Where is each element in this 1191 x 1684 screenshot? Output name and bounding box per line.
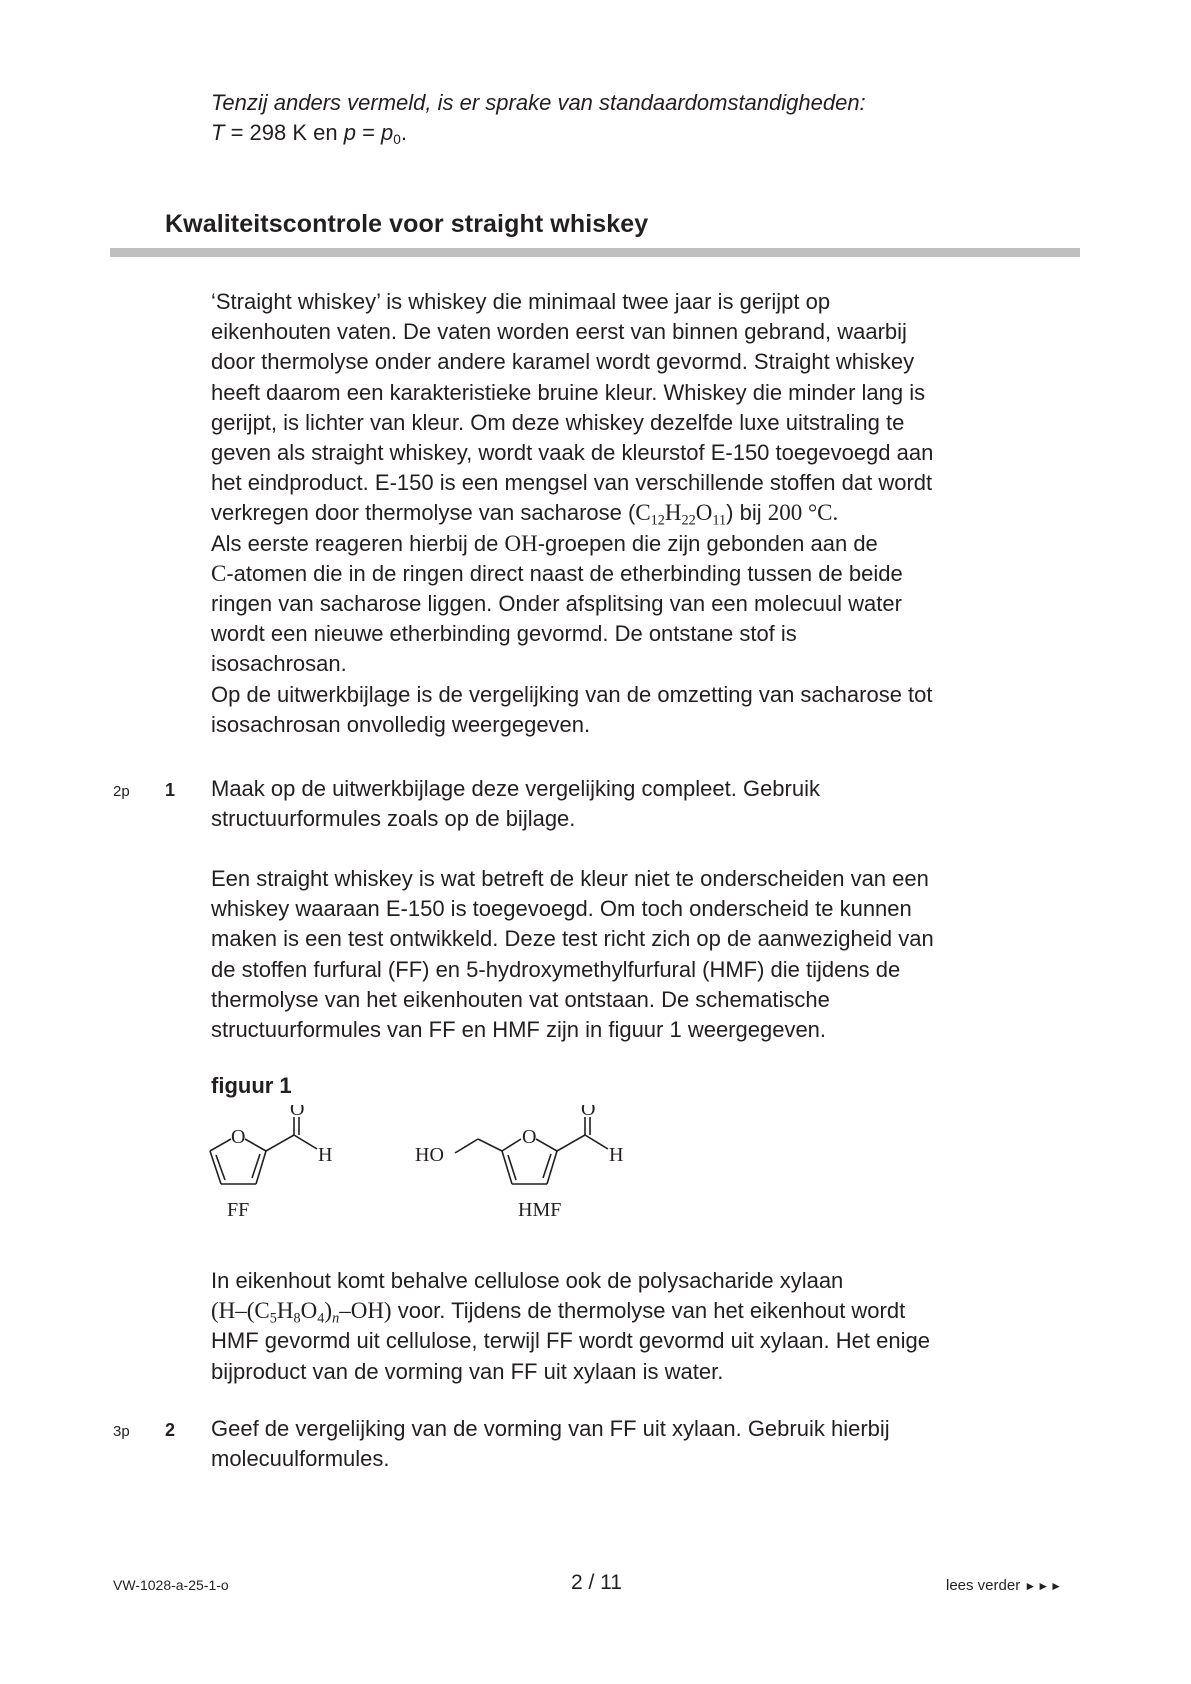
question-number: 1 [165,780,176,800]
bond [478,1139,502,1151]
formula-element: H [276,1298,294,1324]
hmf-hydroxyl: HO [415,1144,444,1166]
text-line [211,529,1091,559]
text-line: bijproduct van de vorming van FF uit xylaan is water. [211,1358,724,1384]
text-line: heeft daarom een karakteristieke bruine kleur. Whiskey die minder lang is [211,379,926,405]
formula-element: O [300,1298,318,1324]
text-line [211,559,1091,589]
formula-subscript: 12 [650,512,665,529]
formula-subscript: 4 [317,1310,325,1327]
formula-subscript: 5 [269,1310,277,1327]
bond [557,1135,585,1151]
text-line [211,1296,1091,1326]
bond [256,1151,266,1184]
formula-subscript: 8 [293,1310,301,1327]
text-segment: -groepen die zijn gebonden aan de [537,530,878,556]
formula-element: C [635,500,651,526]
furfural-structure [210,1117,317,1184]
text-line: isosachrosan. [211,651,347,677]
standard-conditions-line2 [211,118,866,148]
standard-pressure-symbol: p [381,120,394,145]
formula-segment: ) [324,1298,333,1324]
text-line: geven als straight whiskey, wordt vaak de kleurstof E-150 toegevoegd aan [211,440,934,466]
standard-pressure-subscript: 0 [393,132,401,148]
bond [245,1139,266,1151]
text-line: thermolyse van het eikenhouten vat ontstaan. De schematische [211,986,830,1012]
bond [502,1139,521,1151]
ff-ring-oxygen: O [231,1126,246,1148]
text-segment: -atomen die in de ringen direct naast de etherbinding tussen de beide [226,560,903,586]
page-number: 2 / 11 [571,1571,622,1594]
figure-1-structures [205,1105,665,1240]
paragraph-xylan [211,1266,1091,1387]
text-line: Een straight whiskey is wat betreft de kleur niet te onderscheiden van een [211,866,929,891]
equals-sign: = [355,120,382,145]
standard-conditions-note [211,88,866,148]
text-line: Maak op de uitwerkbijlage deze vergelijking compleet. Gebruik [211,776,820,801]
standard-conditions-line1: Tenzij anders vermeld, is er sprake van standaardomstandigheden: [211,90,866,115]
text-line: molecuulformules. [211,1446,390,1472]
figure-label: figuur 1 [211,1073,292,1098]
text-line: structuurformules van FF en HMF zijn in figuur 1 weergegeven. [211,1017,827,1043]
text-line [211,498,1091,528]
double-bond-inner [216,1155,225,1180]
hmf-hydrogen: H [609,1144,624,1166]
continue-label: lees verder [946,1577,1021,1594]
bond [536,1139,557,1151]
ff-hydrogen: H [318,1144,333,1166]
formula-element: H [664,500,682,526]
bond [455,1139,478,1153]
text-line: structuurformules zoals op de bijlage. [211,806,576,832]
hmf-ring-oxygen: O [522,1126,537,1148]
section-divider [110,248,1080,257]
text-line: het eindproduct. E-150 is een mengsel van verschillende stoffen dat wordt [211,470,933,496]
formula-segment: –OH) [339,1298,392,1324]
temperature-value: = 298 K en [224,120,344,145]
period: . [400,120,407,145]
text-segment: Als eerste reageren hierbij de [211,530,505,556]
paragraph-intro-whiskey [211,287,1091,740]
formula-element: O [695,500,713,526]
temperature-symbol: T [211,120,225,145]
text-line: ‘Straight whiskey’ is whiskey die minimaal twee jaar is gerijpt op [211,289,831,314]
section-title: Kwaliteitscontrole voor straight whiskey [165,210,649,238]
text-line: wordt een nieuwe etherbinding gevormd. De ontstane stof is [211,621,797,647]
ff-carbonyl-oxygen: O [290,1105,305,1120]
formula-subscript: 11 [712,512,727,529]
carbon-symbol: C [211,560,227,586]
text-line: maken is een test ontwikkeld. Deze test richt zich op de aanwezigheid van [211,926,934,952]
text-line: door thermolyse onder andere karamel wordt gevormd. Straight whiskey [211,349,915,375]
sucrose-formula [635,500,727,529]
text-segment: ) bij [726,500,768,526]
hmf-carbonyl-oxygen: O [581,1105,596,1120]
text-line: isosachrosan onvolledig weergegeven. [211,711,591,737]
question-points: 3p [113,1423,130,1440]
xylan-formula [211,1298,392,1327]
hydroxyl-group: OH [504,530,538,556]
formula-subscript: 22 [681,512,696,529]
text-segment: voor. Tijdens de thermolyse van het eikenhout wordt [391,1298,906,1324]
temperature-value: 200 °C. [767,500,839,526]
paragraph-test-description [211,864,1091,1045]
text-line: In eikenhout komt behalve cellulose ook de polysacharide xylaan [211,1268,844,1293]
ff-label: FF [227,1199,250,1221]
text-line: de stoffen furfural (FF) en 5-hydroxymethylfurfural (HMF) die tijdens de [211,956,901,982]
bond [547,1151,557,1184]
bond [294,1135,317,1149]
formula-subscript-n: n [332,1310,340,1327]
question-number: 2 [165,1420,176,1440]
molecule-diagrams [205,1105,665,1235]
text-line: Op de uitwerkbijlage is de vergelijking van de omzetting van sacharose tot [211,681,933,707]
text-line: Geef de vergelijking van de vorming van FF uit xylaan. Gebruik hierbij [211,1416,890,1441]
text-line: gerijpt, is lichter van kleur. Om deze whiskey dezelfde luxe uitstraling te [211,409,905,435]
exam-code: VW-1028-a-25-1-o [113,1577,229,1593]
hmf-label: HMF [518,1199,562,1221]
continue-indicator [946,1577,1063,1594]
text-segment: verkregen door thermolyse van sacharose ( [211,500,636,526]
pressure-symbol: p [343,120,356,145]
question-2-text [211,1414,1091,1474]
text-line: ringen van sacharose liggen. Onder afsplitsing van een molecuul water [211,591,902,617]
bond [585,1135,608,1149]
text-line: whiskey waaraan E-150 is toegevoegd. Om toch onderscheid te kunnen [211,896,912,922]
text-line: HMF gevormd uit cellulose, terwijl FF wordt gevormd uit xylaan. Het enige [211,1328,930,1354]
question-1-text [211,774,1091,834]
triple-arrow-icon: ►►► [1024,1579,1064,1593]
text-line: eikenhouten vaten. De vaten worden eerst van binnen gebrand, waarbij [211,319,907,345]
bond [266,1135,294,1151]
bond [210,1139,231,1151]
question-points: 2p [113,783,130,800]
formula-segment: (H–(C [211,1298,270,1324]
bond [502,1151,512,1184]
